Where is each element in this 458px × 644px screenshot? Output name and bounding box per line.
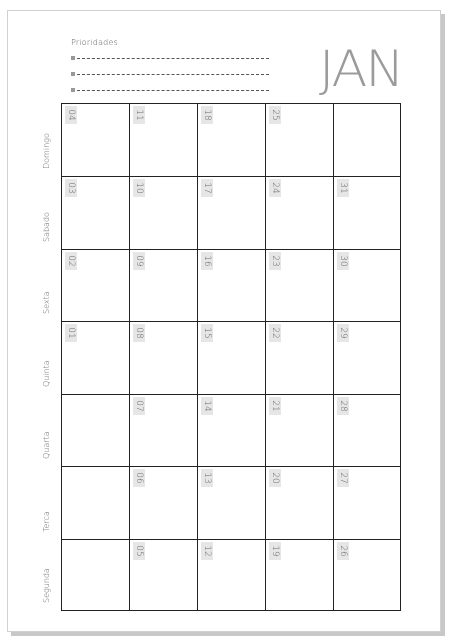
day-cell[interactable] [197, 540, 265, 610]
day-cell[interactable] [197, 104, 265, 176]
day-number-badge [133, 324, 145, 342]
day-number: 26 [338, 545, 348, 557]
day-number-badge [337, 469, 349, 487]
day-cell[interactable] [129, 104, 197, 176]
day-number-badge [133, 106, 145, 124]
week-row [62, 176, 400, 249]
day-cell[interactable] [265, 395, 333, 466]
day-number: 12 [202, 545, 212, 557]
day-cell[interactable] [333, 104, 400, 176]
day-number: 30 [338, 255, 348, 267]
day-number: 24 [270, 182, 280, 194]
day-cell[interactable] [197, 250, 265, 321]
week-row [62, 104, 400, 176]
day-number-badge [269, 252, 281, 270]
day-cell[interactable] [333, 467, 400, 539]
day-number-badge [337, 252, 349, 270]
day-number: 05 [134, 545, 144, 557]
day-cell[interactable] [333, 250, 400, 321]
day-cell[interactable] [197, 177, 265, 249]
day-number: 18 [202, 109, 212, 121]
day-cell[interactable] [333, 395, 400, 466]
day-number-badge [133, 542, 145, 560]
day-number: 25 [270, 109, 280, 121]
day-number: 08 [134, 327, 144, 339]
day-cell[interactable] [62, 395, 129, 466]
day-number: 03 [66, 182, 76, 194]
day-cell[interactable] [62, 177, 129, 249]
day-number: 28 [338, 400, 348, 412]
day-number: 10 [134, 182, 144, 194]
day-number-badge [269, 397, 281, 415]
day-cell[interactable] [333, 322, 400, 394]
day-number: 19 [270, 545, 280, 557]
weekday-text: Sabado [42, 212, 51, 242]
bullet-icon [71, 88, 75, 92]
day-cell[interactable] [129, 395, 197, 466]
week-row [62, 249, 400, 321]
day-number-badge [201, 542, 213, 560]
weekday-label-terca [44, 465, 58, 538]
weekday-text: Sexta [42, 291, 51, 314]
day-number: 20 [270, 472, 280, 484]
day-number: 15 [202, 327, 212, 339]
day-cell[interactable] [333, 177, 400, 249]
day-cell[interactable] [333, 540, 400, 610]
bullet-icon [71, 56, 75, 60]
day-number-badge [337, 179, 349, 197]
weekday-label-sexta [44, 248, 58, 320]
day-number-badge [133, 252, 145, 270]
day-number-badge [269, 106, 281, 124]
priority-line[interactable] [71, 84, 271, 100]
day-number-badge [201, 397, 213, 415]
day-number: 16 [202, 255, 212, 267]
weekday-text: Domingo [42, 133, 51, 169]
day-cell[interactable] [197, 395, 265, 466]
day-number: 27 [338, 472, 348, 484]
day-cell[interactable] [129, 467, 197, 539]
day-number: 09 [134, 255, 144, 267]
priority-line[interactable] [71, 52, 271, 68]
weekday-text: Quinta [42, 360, 51, 387]
day-cell[interactable] [265, 250, 333, 321]
weekday-label-quarta [44, 393, 58, 465]
day-number-badge [133, 397, 145, 415]
calendar-grid [61, 103, 401, 611]
day-number-badge [65, 179, 77, 197]
day-number-badge [65, 324, 77, 342]
day-cell[interactable] [62, 104, 129, 176]
priority-line[interactable] [71, 68, 271, 84]
week-row [62, 321, 400, 394]
day-number-badge [269, 179, 281, 197]
day-number: 07 [134, 400, 144, 412]
day-number: 23 [270, 255, 280, 267]
day-number-badge [201, 469, 213, 487]
day-number: 31 [338, 182, 348, 194]
day-number: 13 [202, 472, 212, 484]
month-title: JAN [318, 40, 402, 98]
day-number-badge [201, 324, 213, 342]
day-number-badge [65, 252, 77, 270]
day-number-badge [201, 106, 213, 124]
weekday-text: Quarta [42, 431, 51, 459]
day-cell[interactable] [129, 177, 197, 249]
day-number: 11 [134, 109, 144, 121]
day-number: 01 [66, 327, 76, 339]
day-number-badge [337, 542, 349, 560]
day-number-badge [65, 106, 77, 124]
day-cell[interactable] [62, 540, 129, 610]
day-cell[interactable] [129, 540, 197, 610]
weekday-label-domingo [44, 103, 58, 175]
day-number-badge [133, 469, 145, 487]
day-cell[interactable] [62, 467, 129, 539]
priorities-title: Prioridades [71, 38, 118, 47]
weekday-label-segunda [44, 538, 58, 609]
day-cell[interactable] [62, 250, 129, 321]
day-number-badge [269, 542, 281, 560]
day-number: 21 [270, 400, 280, 412]
day-number-badge [269, 469, 281, 487]
priority-line-rule [77, 58, 269, 59]
day-cell[interactable] [197, 322, 265, 394]
day-number: 14 [202, 400, 212, 412]
weekday-label-sabado [44, 175, 58, 248]
weekday-text: Terca [42, 511, 51, 532]
week-row [62, 394, 400, 466]
bullet-icon [71, 72, 75, 76]
day-number-badge [337, 324, 349, 342]
priority-line-rule [77, 74, 269, 75]
day-number: 06 [134, 472, 144, 484]
day-number: 02 [66, 255, 76, 267]
day-number-badge [201, 252, 213, 270]
day-cell[interactable] [197, 467, 265, 539]
day-cell[interactable] [265, 177, 333, 249]
day-number-badge [133, 179, 145, 197]
priorities-section [71, 38, 271, 100]
day-cell[interactable] [265, 467, 333, 539]
priority-line-rule [77, 90, 269, 91]
day-cell[interactable] [129, 322, 197, 394]
day-cell[interactable] [129, 250, 197, 321]
weekday-text: Segunda [42, 568, 51, 603]
day-number: 17 [202, 182, 212, 194]
day-number-badge [269, 324, 281, 342]
week-row [62, 466, 400, 539]
day-cell[interactable] [265, 540, 333, 610]
day-cell[interactable] [265, 104, 333, 176]
day-number: 04 [66, 109, 76, 121]
day-cell[interactable] [265, 322, 333, 394]
day-number: 22 [270, 327, 280, 339]
weekday-label-quinta [44, 320, 58, 393]
day-number-badge [201, 179, 213, 197]
day-cell[interactable] [62, 322, 129, 394]
day-number-badge [337, 397, 349, 415]
week-row [62, 539, 400, 610]
day-number: 29 [338, 327, 348, 339]
